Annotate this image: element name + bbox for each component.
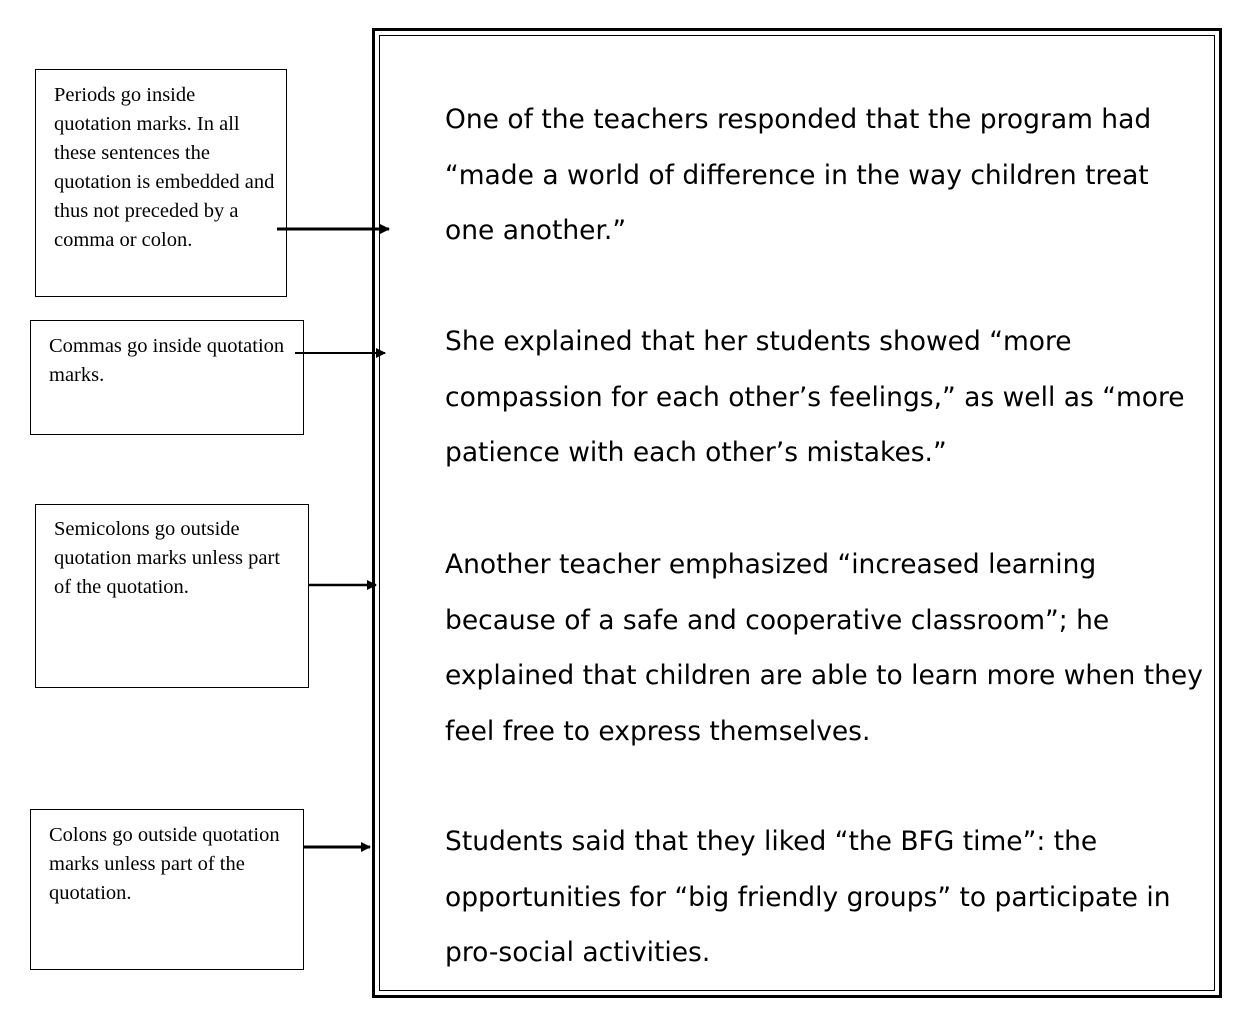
note-commas: Commas go inside quotation marks.: [30, 320, 304, 435]
example-periods: One of the teachers responded that the program had “made a world of difference in the way children treat one another.”: [445, 104, 1152, 246]
note-semicolons: Semicolons go outside quotation marks unless part of the quotation.: [35, 504, 309, 688]
example-colons: Students said that they liked “the BFG time”: the opportunities for “big friendly groups” to participate in pro-social activities.: [445, 826, 1171, 968]
example-semicolons: Another teacher emphasized “increased learning because of a safe and cooperative classroom”; he explained that children are able to learn more when they feel free to express themselves.: [445, 549, 1203, 747]
note-colons: Colons go outside quotation marks unless part of the quotation.: [30, 809, 304, 970]
note-periods: Periods go inside quotation marks. In all these sentences the quotation is embedded and thus not preceded by a comma or colon.: [35, 69, 287, 297]
example-commas: She explained that her students showed “more compassion for each other’s feelings,” as well as “more patience with each other’s mistakes.”: [445, 326, 1185, 468]
